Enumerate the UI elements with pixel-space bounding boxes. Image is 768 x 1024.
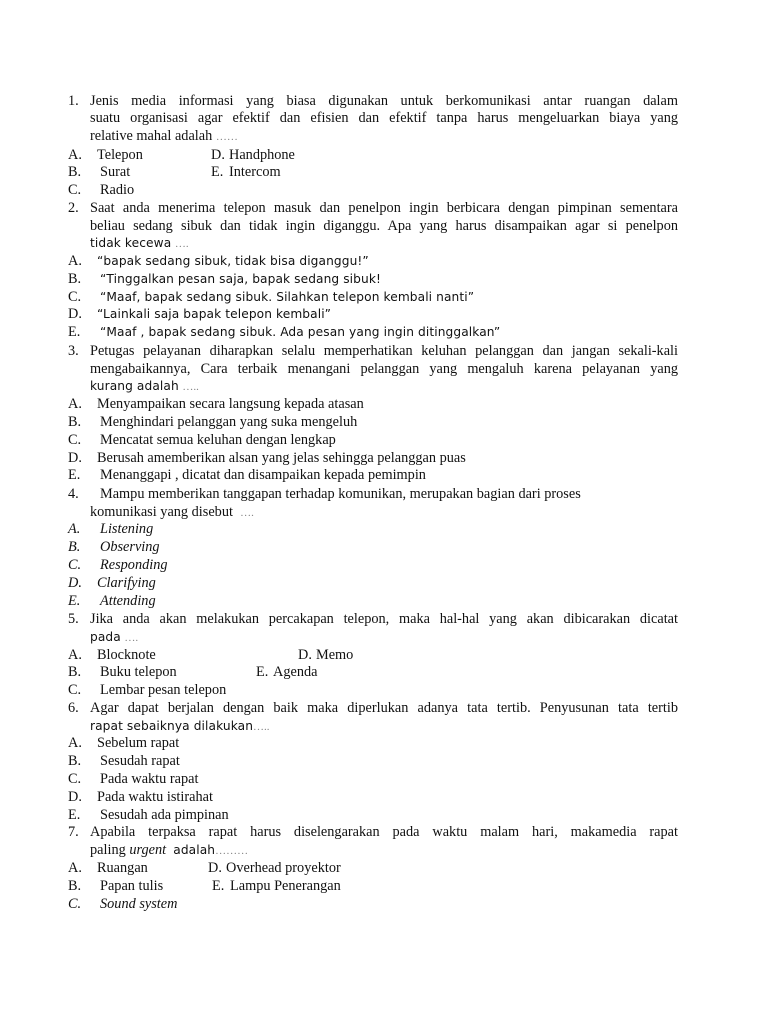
question-text-line: Agar dapat berjalan dengan baik maka diperlukan adanya tata tertib. Penyusunan tata tertib: [90, 700, 678, 716]
question-text-line: [90, 378, 199, 396]
question-text-line: [90, 504, 254, 522]
option-text: Clarifying: [97, 575, 156, 591]
option-letter: C.: [68, 896, 82, 912]
emphasized-word: urgent: [129, 842, 167, 858]
option-text: Radio: [100, 182, 135, 198]
question-tail-word: adalah: [173, 843, 216, 857]
question-tail: paling: [90, 842, 126, 858]
option-letter: B.: [68, 664, 82, 680]
option-text: Buku telepon: [100, 664, 177, 680]
question-text-line: Jenis media informasi yang biasa digunakan untuk berkomunikasi antar ruangan dalam: [90, 93, 678, 109]
option-letter: B.: [68, 414, 82, 430]
option-letter: D.: [298, 647, 312, 663]
option-letter: A.: [68, 860, 82, 876]
option-letter: C.: [68, 432, 82, 448]
option-text: Sesudah rapat: [100, 753, 180, 769]
option-letter: A.: [68, 647, 82, 663]
option-letter: E.: [212, 878, 225, 894]
option-letter: C.: [68, 182, 82, 198]
option-text: Lampu Penerangan: [230, 878, 341, 894]
option-text: “Lainkali saja bapak telepon kembali”: [97, 307, 332, 321]
option-letter: E.: [68, 324, 81, 340]
option-text: Ruangan: [97, 860, 148, 876]
question-tail: pada: [90, 630, 121, 644]
option-letter: B.: [68, 753, 82, 769]
option-letter: C.: [68, 682, 82, 698]
option-text: Sebelum rapat: [97, 735, 180, 751]
answer-blank: …..: [182, 381, 199, 393]
option-text: Surat: [100, 164, 131, 180]
question-text-line: Petugas pelayanan diharapkan selalu memperhatikan keluhan pelanggan dan jangan sekali-kali: [90, 343, 678, 359]
option-text: Papan tulis: [100, 878, 164, 894]
question-tail: tidak kecewa: [90, 236, 172, 250]
answer-blank: ………: [215, 845, 249, 857]
option-text: Mencatat semua keluhan dengan lengkap: [100, 432, 336, 448]
option-text: Berusah amemberikan alsan yang jelas sehingga pelanggan puas: [97, 450, 466, 466]
option-letter: A.: [68, 735, 82, 751]
option-letter: E.: [68, 593, 81, 609]
answer-blank: ….: [174, 238, 189, 250]
question-number: 4.: [68, 486, 79, 502]
option-letter: A.: [68, 521, 81, 537]
option-text: Memo: [316, 647, 354, 663]
option-text: Observing: [100, 539, 160, 555]
question-tail: rapat sebaiknya dilakukan: [90, 719, 254, 733]
option-letter: E.: [68, 807, 81, 823]
option-letter: D.: [68, 575, 82, 591]
option-letter: D.: [68, 306, 82, 322]
option-text: Pada waktu istirahat: [97, 789, 213, 805]
question-text-line: Saat anda menerima telepon masuk dan penelpon ingin berbicara dengan pimpinan sementara: [90, 200, 678, 216]
option-letter: D.: [68, 450, 82, 466]
option-letter: D.: [208, 860, 222, 876]
option-text: Overhead proyektor: [226, 860, 341, 876]
option-letter: B.: [68, 271, 82, 287]
question-number: 3.: [68, 343, 79, 359]
question-text-line: [90, 629, 138, 647]
option-letter: A.: [68, 147, 82, 163]
option-text: Agenda: [273, 664, 318, 680]
question-text-line: [90, 842, 248, 860]
question-text-line: [90, 128, 238, 146]
option-text: Blocknote: [97, 647, 156, 663]
option-letter: D.: [211, 147, 225, 163]
answer-blank: …..: [253, 721, 270, 733]
option-text: Attending: [100, 593, 156, 609]
question-text-line: mengabaikannya, Cara terbaik menangani pelanggan yang mengaluh karena pelayanan yang: [90, 361, 678, 377]
option-text: Sesudah ada pimpinan: [100, 807, 229, 823]
option-letter: B.: [68, 878, 82, 894]
option-text: Pada waktu rapat: [100, 771, 199, 787]
question-text-line: Apabila terpaksa rapat harus diselengarakan pada waktu malam hari, makamedia rapat: [90, 824, 678, 840]
option-text: “Maaf , bapak sedang sibuk. Ada pesan yang ingin ditinggalkan”: [100, 325, 501, 339]
question-text-line: beliau sedang sibuk dan tidak ingin diganggu. Apa yang harus disampaikan agar si penelpon: [90, 218, 678, 234]
option-text: Responding: [100, 557, 168, 573]
option-text: “Tinggalkan pesan saja, bapak sedang sibuk!: [100, 272, 381, 286]
option-letter: A.: [68, 396, 82, 412]
option-text: “Maaf, bapak sedang sibuk. Silahkan telepon kembali nanti”: [100, 290, 475, 304]
question-tail: komunikasi yang disebut: [90, 504, 233, 520]
option-text: Handphone: [229, 147, 295, 163]
option-text: Intercom: [229, 164, 281, 180]
question-number: 1.: [68, 93, 79, 109]
option-letter: E.: [68, 467, 81, 483]
question-text-line: [90, 235, 189, 253]
question-number: 7.: [68, 824, 79, 840]
option-text: Telepon: [97, 147, 143, 163]
option-letter: A.: [68, 253, 82, 269]
question-tail: kurang adalah: [90, 379, 179, 393]
option-text: Lembar pesan telepon: [100, 682, 227, 698]
question-tail: relative mahal adalah: [90, 128, 213, 144]
option-letter: C.: [68, 289, 82, 305]
question-text-line: Jika anda akan melakukan percakapan telepon, maka hal-hal yang akan dibicarakan dicatat: [90, 611, 678, 627]
option-text: Menanggapi , dicatat dan disampaikan kepada pemimpin: [100, 467, 426, 483]
option-text: Menyampaikan secara langsung kepada atasan: [97, 396, 364, 412]
answer-blank: ……: [215, 131, 238, 143]
question-text-line: [90, 718, 270, 736]
answer-blank: ….: [124, 632, 139, 644]
option-text: Sound system: [100, 896, 178, 912]
option-text: Menghindari pelanggan yang suka mengeluh: [100, 414, 358, 430]
option-letter: B.: [68, 539, 81, 555]
question-text-line: suatu organisasi agar efektif dan efisien dan efektif tanpa harus mengeluarkan biaya yang: [90, 110, 678, 126]
question-number: 5.: [68, 611, 79, 627]
option-letter: D.: [68, 789, 82, 805]
question-text-line: Mampu memberikan tanggapan terhadap komunikan, merupakan bagian dari proses: [100, 486, 581, 502]
option-letter: C.: [68, 557, 82, 573]
option-text: “bapak sedang sibuk, tidak bisa diganggu!”: [97, 254, 369, 268]
answer-blank: ….: [240, 507, 254, 519]
option-letter: E.: [256, 664, 269, 680]
option-letter: B.: [68, 164, 82, 180]
option-text: Listening: [100, 521, 154, 537]
option-letter: E.: [211, 164, 224, 180]
question-number: 6.: [68, 700, 79, 716]
option-letter: C.: [68, 771, 82, 787]
question-number: 2.: [68, 200, 79, 216]
